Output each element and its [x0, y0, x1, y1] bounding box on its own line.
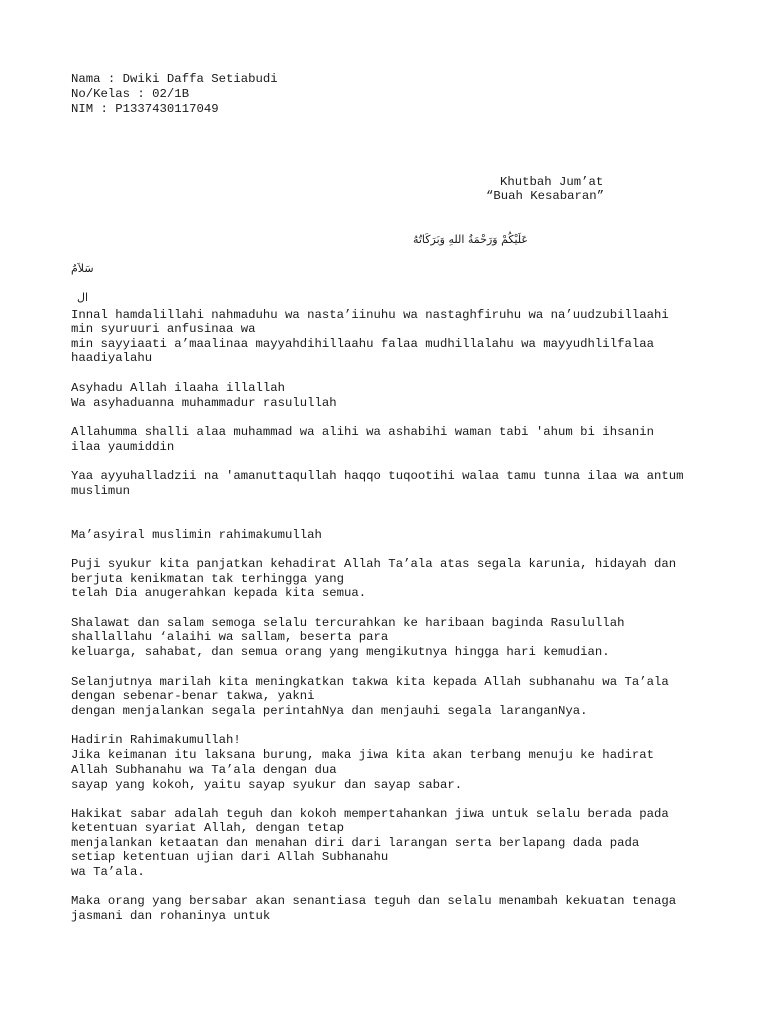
body-line: ilaa yaumiddin — [71, 440, 175, 454]
body-line: wa Ta’ala. — [71, 865, 145, 879]
arabic-fragment: ال — [77, 291, 89, 304]
body-line: Yaa ayyuhalladzii na 'amanuttaqullah haqqo tuqootihi walaa tamu tunna ilaa wa antum — [71, 469, 684, 483]
body-line: muslimun — [71, 484, 131, 498]
body-line: Hakikat sabar adalah teguh dan kokoh mempertahankan jiwa untuk selalu berada pada — [71, 807, 669, 821]
document-title: Khutbah Jum’at — [500, 175, 604, 189]
arabic-greeting: عَلَيْكُمْ وَرَحْمَةُ اللهِ وَبَرَكَاتُهُ — [412, 233, 528, 246]
body-line: Ma’asyiral muslimin rahimakumullah — [71, 528, 322, 542]
body-line: min syuruuri anfusinaa wa — [71, 322, 256, 336]
student-class: No/Kelas : 02/1B — [71, 87, 190, 101]
body-line: Selanjutnya marilah kita meningkatkan takwa kita kepada Allah subhanahu wa Ta’ala — [71, 675, 669, 689]
student-name: Nama : Dwiki Daffa Setiabudi — [71, 72, 278, 86]
body-line: shallallahu ‘alaihi wa sallam, beserta para — [71, 630, 389, 644]
arabic-greeting-prefix: سَلاَمُ — [71, 262, 94, 275]
body-line: Puji syukur kita panjatkan kehadirat Allah Ta’ala atas segala karunia, hidayah dan — [71, 557, 677, 571]
body-line: ketentuan syariat Allah, dengan tetap — [71, 821, 345, 835]
student-nim: NIM : P1337430117049 — [71, 102, 219, 116]
body-line: telah Dia anugerahkan kepada kita semua. — [71, 586, 367, 600]
body-line: Allah Subhanahu wa Ta’ala dengan dua — [71, 763, 337, 777]
body-line: Hadirin Rahimakumullah! — [71, 733, 241, 747]
body-line: menjalankan ketaatan dan menahan diri dari larangan serta berlapang dada pada — [71, 836, 640, 850]
body-line: Innal hamdalillahi nahmaduhu wa nasta’iinuhu wa nastaghfiruhu wa na’uudzubillaahi — [71, 308, 669, 322]
body-line: berjuta kenikmatan tak terhingga yang — [71, 572, 345, 586]
body-line: setiap ketentuan ujian dari Allah Subhanahu — [71, 850, 389, 864]
body-line: Shalawat dan salam semoga selalu tercurahkan ke haribaan baginda Rasulullah — [71, 616, 625, 630]
body-line: min sayyiaati a’maalinaa mayyahdihillaahu falaa mudhillalahu wa mayyudhlilfalaa — [71, 337, 654, 351]
document-subtitle: “Buah Kesabaran” — [486, 189, 605, 203]
body-line: dengan menjalankan segala perintahNya dan menjauhi segala laranganNya. — [71, 704, 588, 718]
body-line: Wa asyhaduanna muhammadur rasulullah — [71, 396, 337, 410]
body-line: sayap yang kokoh, yaitu sayap syukur dan sayap sabar. — [71, 778, 463, 792]
body-line: jasmani dan rohaninya untuk — [71, 909, 271, 923]
body-line: dengan sebenar-benar takwa, yakni — [71, 689, 315, 703]
body-line: Maka orang yang bersabar akan senantiasa teguh dan selalu menambah kekuatan tenaga — [71, 894, 677, 908]
body-line: Allahumma shalli alaa muhammad wa alihi wa ashabihi waman tabi 'ahum bi ihsanin — [71, 425, 654, 439]
body-line: Jika keimanan itu laksana burung, maka jiwa kita akan terbang menuju ke hadirat — [71, 748, 654, 762]
body-line: haadiyalahu — [71, 351, 153, 365]
body-line: Asyhadu Allah ilaaha illallah — [71, 381, 286, 395]
body-line: keluarga, sahabat, dan semua orang yang mengikutnya hingga hari kemudian. — [71, 645, 610, 659]
